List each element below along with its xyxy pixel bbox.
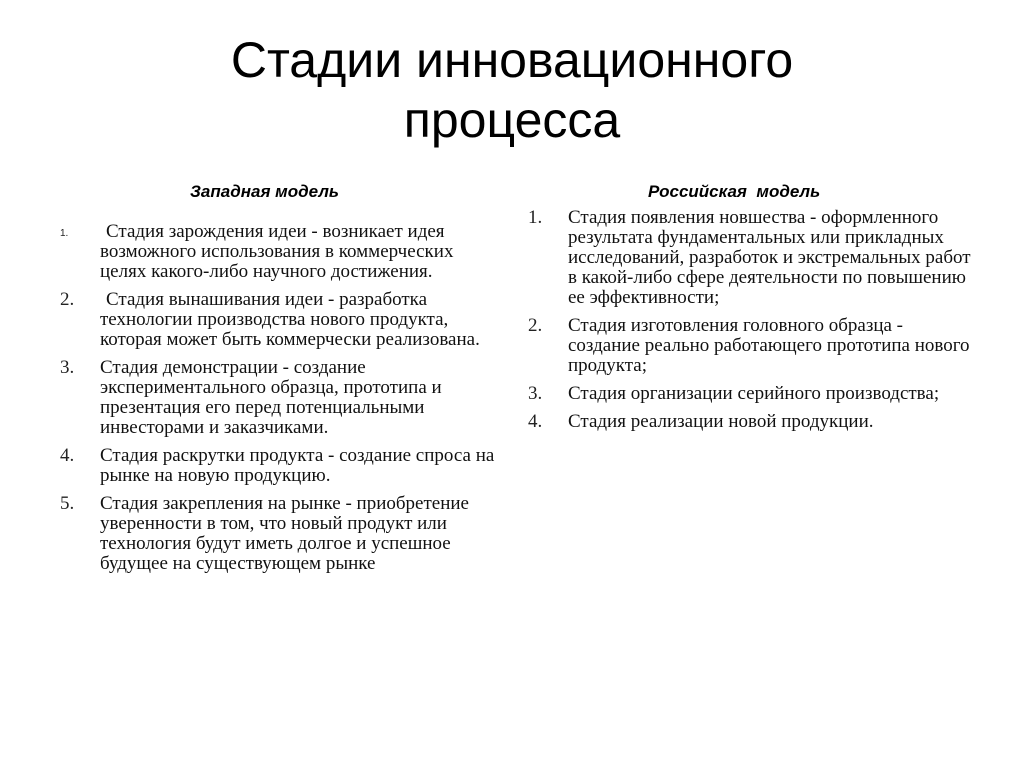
list-item-number: 2. (528, 315, 543, 336)
list-item (60, 222, 500, 282)
list-item (60, 494, 500, 574)
western-model-heading: Западная модель (190, 182, 339, 201)
list-item-text: Стадия вынашивания идеи - разработка технологии производства нового продукта, которая может быть коммерчески реализована. (100, 289, 480, 350)
list-item (528, 208, 978, 308)
list-item-number: 1. (60, 228, 69, 239)
list-item-number: 2. (60, 289, 75, 310)
slide-title-line2: процесса (403, 92, 621, 148)
list-item (60, 358, 500, 438)
list-item-text: Стадия изготовления головного образца - создание реально работающего прототипа нового продукта; (568, 315, 970, 376)
list-item-number: 5. (60, 493, 75, 514)
list-item-text: Стадия реализации новой продукции. (568, 411, 874, 432)
list-item (528, 316, 978, 376)
list-item-text: Стадия закрепления на рынке - приобретение уверенности в том, что новый продукт или технология будут иметь долгое и успешное будущее на существующем рынке (100, 493, 469, 574)
list-item-text: Стадия раскрутки продукта - создание спроса на рынке на новую продукцию. (100, 445, 495, 486)
list-item-number: 1. (528, 207, 543, 228)
list-item-number: 4. (528, 411, 543, 432)
slide-title-line1: Стадии инновационного (230, 32, 794, 88)
list-item-text: Стадия организации серийного производства; (568, 383, 940, 404)
slide-title (0, 30, 1024, 150)
list-item-number: 4. (60, 445, 75, 466)
russian-model-column (528, 182, 978, 440)
western-stage-list (60, 222, 500, 574)
list-item (60, 446, 500, 486)
list-item-text: Стадия появления новшества - оформленного результата фундаментальных или прикладных исследований, разработок и экстремальных работ в какой-либо сфере деятельности по повышению ее эффективности; (568, 207, 971, 308)
list-item-number: 3. (60, 357, 75, 378)
russian-stage-list (528, 208, 978, 432)
western-model-column (60, 182, 500, 582)
list-item (60, 290, 500, 350)
list-item (528, 384, 978, 404)
list-item (528, 412, 978, 432)
russian-model-heading: Российская модель (648, 182, 821, 201)
list-item-text: Стадия демонстрации - создание экспериментального образца, прототипа и презентация его перед потенциальными инвесторами и заказчиками. (100, 357, 442, 438)
list-item-number: 3. (528, 383, 543, 404)
list-item-text: Стадия зарождения идеи - возникает идея возможного использования в коммерческих целях какого-либо научного достижения. (100, 221, 454, 282)
